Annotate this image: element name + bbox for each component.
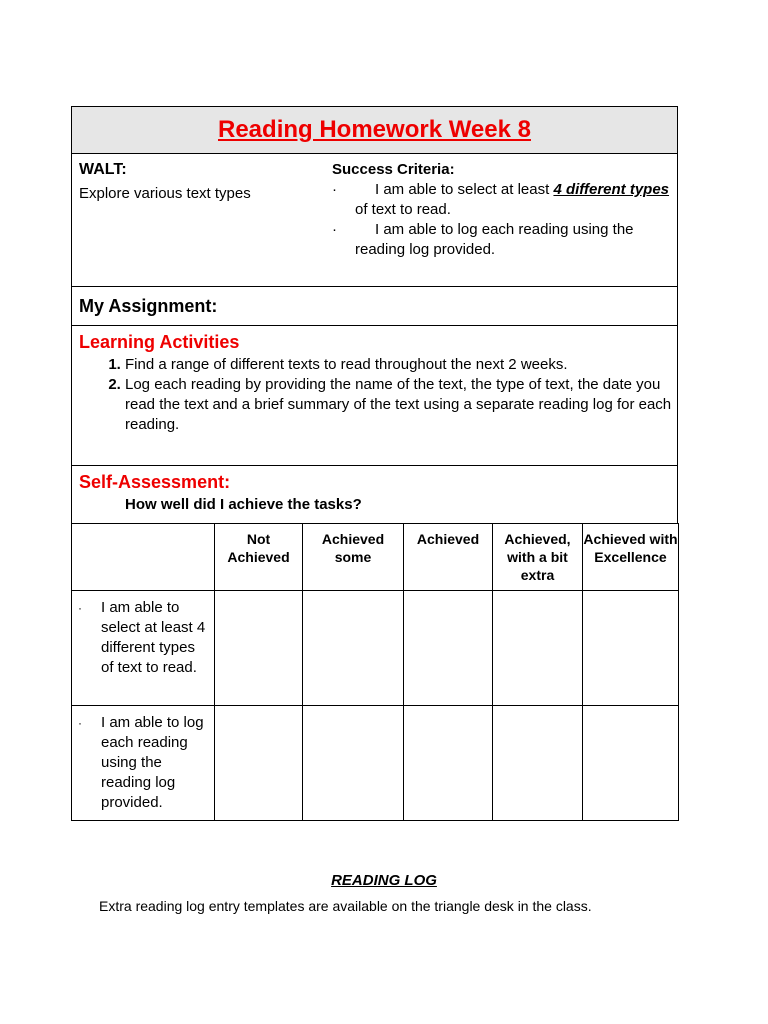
rating-cell[interactable] (303, 706, 404, 821)
column-header: Not Achieved (215, 524, 303, 591)
criteria-cell: · I am able to select at least 4 different types of text to read. (72, 591, 215, 706)
rating-cell[interactable] (404, 591, 493, 706)
walt-heading: WALT: (79, 161, 127, 178)
rating-cell[interactable] (493, 591, 583, 706)
rating-cell[interactable] (583, 591, 679, 706)
emphasis-text: 4 different types (553, 181, 670, 198)
self-assessment (71, 465, 678, 523)
assignment-heading: My Assignment: (71, 286, 678, 325)
walt-row (71, 153, 678, 286)
title-row (71, 106, 678, 153)
reading-log-note: Extra reading log entry templates are available on the triangle desk in the class. (99, 898, 592, 914)
column-header: Achieved, with a bit extra (493, 524, 583, 591)
rating-cell[interactable] (404, 706, 493, 821)
walt-text: Explore various text types (79, 185, 251, 202)
rating-cell[interactable] (215, 591, 303, 706)
rating-cell[interactable] (303, 591, 404, 706)
homework-document (71, 106, 678, 821)
bullet-icon: · (78, 716, 82, 730)
page-title: Reading Homework Week 8 (218, 116, 531, 143)
self-assessment-question: How well did I achieve the tasks? (125, 496, 362, 513)
self-assessment-table (71, 523, 679, 821)
success-criteria-item: · I am able to select at least 4 different types of text to read. (332, 181, 670, 218)
walt-section (79, 161, 251, 202)
list-item: 1. Find a range of different texts to read throughout the next 2 weeks. (125, 355, 677, 375)
rating-cell[interactable] (215, 706, 303, 821)
table-header-row (72, 524, 679, 591)
criteria-cell: · I am able to log each reading using the reading log provided. (72, 706, 215, 821)
rating-cell[interactable] (493, 706, 583, 821)
learning-activities-heading: Learning Activities (79, 332, 240, 352)
column-header: Achieved with Excellence (583, 524, 679, 591)
table-row (72, 591, 679, 706)
rating-cell[interactable] (583, 706, 679, 821)
column-header: Achieved some (303, 524, 404, 591)
bullet-icon: · (332, 221, 337, 238)
list-item: 2. Log each reading by providing the name of the text, the type of text, the date you read the text and a brief summary of the text using a separate reading log for each reading. (125, 375, 677, 435)
activities-list (79, 355, 677, 435)
criteria-header (72, 524, 215, 591)
self-assessment-heading: Self-Assessment: (79, 472, 231, 492)
table-row (72, 706, 679, 821)
success-criteria-item: · I am able to log each reading using the reading log provided. (332, 221, 634, 258)
bullet-icon: · (78, 601, 82, 615)
success-criteria (332, 160, 672, 260)
learning-activities (71, 325, 678, 465)
success-criteria-heading: Success Criteria: (332, 161, 455, 178)
bullet-icon: · (332, 181, 337, 198)
reading-log-heading: READING LOG (331, 872, 437, 889)
column-header: Achieved (404, 524, 493, 591)
